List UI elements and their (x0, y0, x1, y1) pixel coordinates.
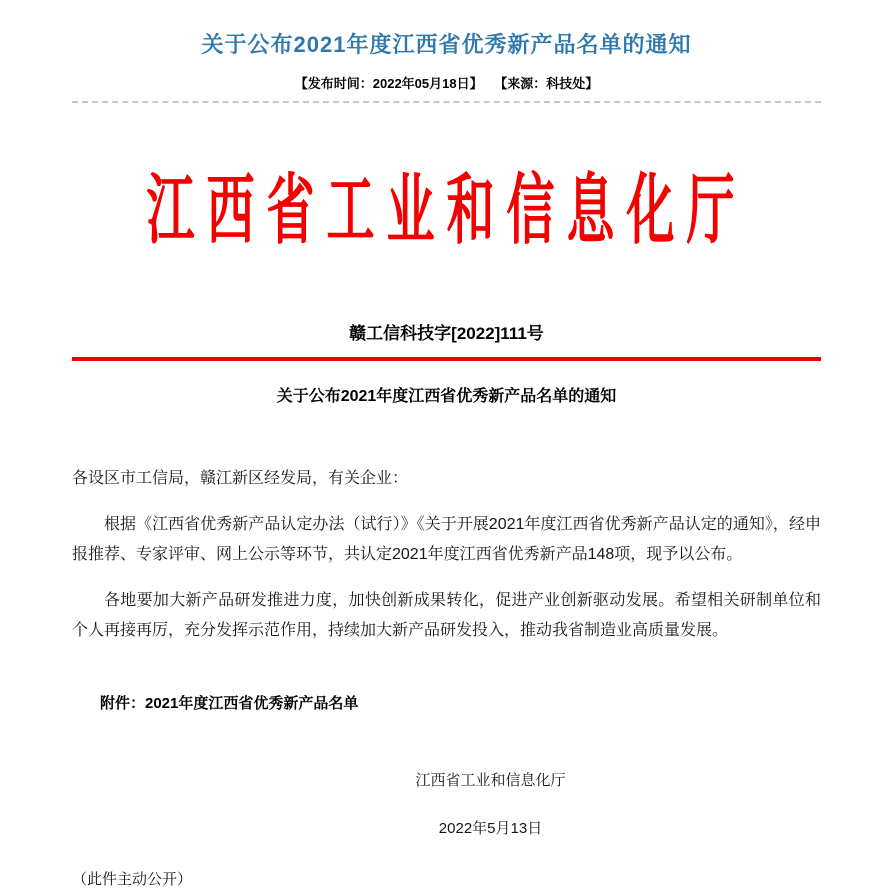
signature-date: 2022年5月13日 (438, 820, 543, 837)
document-body (72, 464, 821, 646)
dashed-divider (72, 101, 821, 103)
notice-content (0, 28, 893, 889)
attachment-line: 附件：2021年度江西省优秀新产品名单 (100, 695, 359, 712)
agency-letterhead: 江西省工业和信息化厅 (146, 168, 747, 254)
salutation: 各设区市工信局，赣江新区经发局，有关企业： (72, 470, 409, 487)
paragraph-1: 根据《江西省优秀新产品认定办法（试行）》《关于开展2021年度江西省优秀新产品认定的通知》，经申报推荐、专家评审、网上公示等环节，共认定2021年度江西省优秀新产品148项，现予以公布。 (72, 516, 821, 563)
signature-block (116, 769, 865, 838)
source-label: 【来源：科技处】 (494, 76, 599, 91)
notice-page (0, 28, 893, 893)
closing-note: （此件主动公开） (72, 871, 193, 888)
meta-line (72, 73, 821, 92)
document-title: 关于公布2021年度江西省优秀新产品名单的通知 (276, 388, 617, 405)
publish-time-label: 【发布时间：2022年05月18日】 (294, 76, 483, 91)
paragraph-2: 各地要加大新产品研发推进力度，加快创新成果转化，促进产业创新驱动发展。希望相关研制单位和个人再接再厉，充分发挥示范作用，持续加大新产品研发投入，推动我省制造业高质量发展。 (72, 592, 821, 639)
signer-name: 江西省工业和信息化厅 (415, 772, 566, 789)
red-divider (72, 357, 821, 361)
letterhead-wrap (72, 123, 821, 283)
page-title: 关于公布2021年度江西省优秀新产品名单的通知 (201, 32, 692, 57)
document-number: 赣工信科技字[2022]111号 (349, 324, 544, 343)
